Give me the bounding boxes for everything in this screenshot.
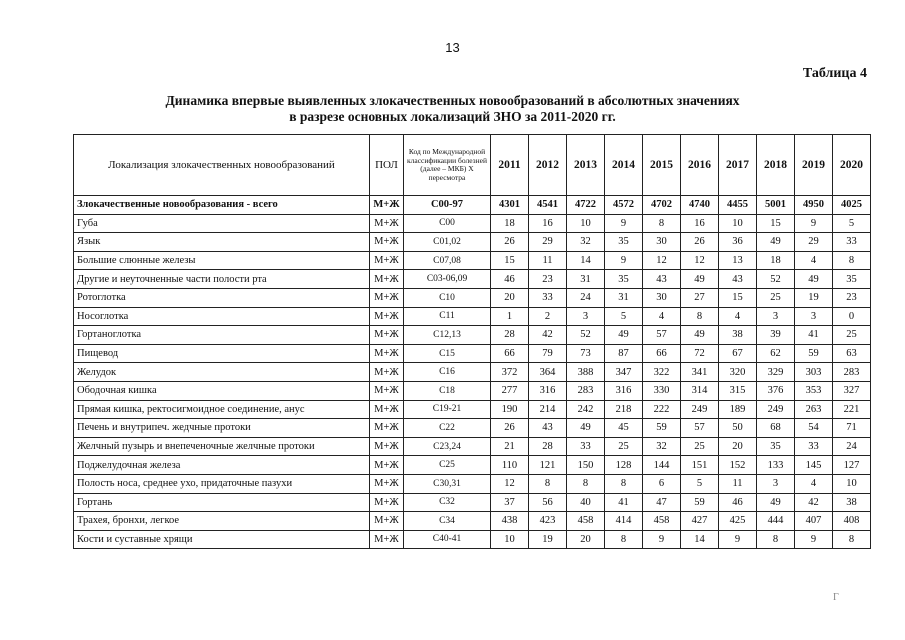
value-cell: 49 (681, 270, 719, 289)
localization-cell: Печень и внутрипеч. жедчные протоки (74, 419, 370, 438)
value-cell: 8 (605, 474, 643, 493)
value-cell: 353 (795, 381, 833, 400)
value-cell: 47 (643, 493, 681, 512)
value-cell: 43 (643, 270, 681, 289)
value-cell: 214 (529, 400, 567, 419)
icd-code-cell: С25 (404, 456, 491, 475)
localization-cell: Большие слюнные железы (74, 251, 370, 270)
table-row (74, 251, 871, 270)
icd-code-cell: С00-97 (404, 196, 491, 215)
value-cell: 41 (605, 493, 643, 512)
value-cell: 0 (833, 307, 871, 326)
value-cell: 72 (681, 344, 719, 363)
sex-cell: М+Ж (370, 214, 404, 233)
value-cell: 5 (605, 307, 643, 326)
value-cell: 43 (719, 270, 757, 289)
icd-code-cell: С19-21 (404, 400, 491, 419)
value-cell: 151 (681, 456, 719, 475)
value-cell: 372 (491, 363, 529, 382)
value-cell: 10 (719, 214, 757, 233)
value-cell: 26 (491, 233, 529, 252)
value-cell: 8 (567, 474, 605, 493)
value-cell: 15 (719, 288, 757, 307)
value-cell: 52 (567, 326, 605, 345)
value-cell: 316 (529, 381, 567, 400)
localization-cell: Желчный пузырь и внепеченочные желчные протоки (74, 437, 370, 456)
value-cell: 9 (605, 251, 643, 270)
value-cell: 4 (719, 307, 757, 326)
value-cell: 14 (567, 251, 605, 270)
table-row (74, 400, 871, 419)
value-cell: 314 (681, 381, 719, 400)
sex-cell: М+Ж (370, 381, 404, 400)
value-cell: 30 (643, 233, 681, 252)
value-cell: 23 (833, 288, 871, 307)
value-cell: 4025 (833, 196, 871, 215)
header-row (74, 135, 871, 196)
value-cell: 35 (757, 437, 795, 456)
value-cell: 25 (605, 437, 643, 456)
sex-cell: М+Ж (370, 233, 404, 252)
value-cell: 45 (605, 419, 643, 438)
localization-cell: Прямая кишка, ректосигмоидное соединение, анус (74, 400, 370, 419)
icd-code-cell: С32 (404, 493, 491, 512)
value-cell: 25 (833, 326, 871, 345)
value-cell: 49 (795, 270, 833, 289)
value-cell: 10 (833, 474, 871, 493)
table-row (74, 456, 871, 475)
value-cell: 9 (795, 530, 833, 549)
localization-cell: Полость носа, среднее ухо, придаточные пазухи (74, 474, 370, 493)
value-cell: 32 (567, 233, 605, 252)
value-cell: 19 (529, 530, 567, 549)
sex-cell: М+Ж (370, 512, 404, 531)
value-cell: 9 (719, 530, 757, 549)
value-cell: 364 (529, 363, 567, 382)
sex-cell: М+Ж (370, 326, 404, 345)
value-cell: 12 (681, 251, 719, 270)
value-cell: 4455 (719, 196, 757, 215)
value-cell: 39 (757, 326, 795, 345)
sex-cell: М+Ж (370, 474, 404, 493)
table-row (74, 419, 871, 438)
icd-code-cell: С12,13 (404, 326, 491, 345)
value-cell: 73 (567, 344, 605, 363)
value-cell: 4 (643, 307, 681, 326)
value-cell: 2 (529, 307, 567, 326)
value-cell: 79 (529, 344, 567, 363)
value-cell: 458 (643, 512, 681, 531)
value-cell: 37 (491, 493, 529, 512)
value-cell: 33 (795, 437, 833, 456)
localization-cell: Ободочная кишка (74, 381, 370, 400)
value-cell: 24 (833, 437, 871, 456)
value-cell: 18 (491, 214, 529, 233)
value-cell: 59 (795, 344, 833, 363)
sex-cell: М+Ж (370, 270, 404, 289)
value-cell: 10 (491, 530, 529, 549)
localization-cell: Другие и неуточненные части полости рта (74, 270, 370, 289)
value-cell: 8 (681, 307, 719, 326)
value-cell: 18 (757, 251, 795, 270)
value-cell: 42 (795, 493, 833, 512)
icd-code-cell: С34 (404, 512, 491, 531)
value-cell: 4572 (605, 196, 643, 215)
value-cell: 8 (757, 530, 795, 549)
value-cell: 42 (529, 326, 567, 345)
icd-code-cell: С11 (404, 307, 491, 326)
value-cell: 57 (643, 326, 681, 345)
header-year: 2015 (643, 135, 681, 196)
value-cell: 242 (567, 400, 605, 419)
header-year: 2013 (567, 135, 605, 196)
icd-code-cell: С40-41 (404, 530, 491, 549)
table-label: Таблица 4 (802, 66, 867, 81)
icd-code-cell: С16 (404, 363, 491, 382)
value-cell: 218 (605, 400, 643, 419)
value-cell: 54 (795, 419, 833, 438)
header-year: 2014 (605, 135, 643, 196)
value-cell: 35 (605, 270, 643, 289)
value-cell: 41 (795, 326, 833, 345)
table-row (74, 474, 871, 493)
value-cell: 66 (643, 344, 681, 363)
icd-code-cell: С03-06,09 (404, 270, 491, 289)
value-cell: 36 (719, 233, 757, 252)
value-cell: 150 (567, 456, 605, 475)
value-cell: 38 (719, 326, 757, 345)
value-cell: 414 (605, 512, 643, 531)
value-cell: 110 (491, 456, 529, 475)
sex-cell: М+Ж (370, 493, 404, 512)
localization-cell: Поджелудочная железа (74, 456, 370, 475)
value-cell: 29 (795, 233, 833, 252)
icd-code-cell: С22 (404, 419, 491, 438)
value-cell: 283 (567, 381, 605, 400)
value-cell: 12 (643, 251, 681, 270)
value-cell: 19 (795, 288, 833, 307)
table-row (74, 493, 871, 512)
value-cell: 4301 (491, 196, 529, 215)
icd-code-cell: С07,08 (404, 251, 491, 270)
table-row (74, 214, 871, 233)
header-year: 2020 (833, 135, 871, 196)
value-cell: 347 (605, 363, 643, 382)
value-cell: 4541 (529, 196, 567, 215)
value-cell: 50 (719, 419, 757, 438)
value-cell: 16 (529, 214, 567, 233)
icd-code-cell: С00 (404, 214, 491, 233)
localization-cell: Гортаноглотка (74, 326, 370, 345)
value-cell: 67 (719, 344, 757, 363)
table-row (74, 344, 871, 363)
icd-code-cell: С23,24 (404, 437, 491, 456)
value-cell: 62 (757, 344, 795, 363)
value-cell: 11 (529, 251, 567, 270)
value-cell: 26 (491, 419, 529, 438)
value-cell: 3 (795, 307, 833, 326)
icd-code-cell: С10 (404, 288, 491, 307)
value-cell: 49 (757, 233, 795, 252)
value-cell: 20 (567, 530, 605, 549)
value-cell: 49 (605, 326, 643, 345)
value-cell: 59 (681, 493, 719, 512)
value-cell: 68 (757, 419, 795, 438)
value-cell: 9 (605, 214, 643, 233)
value-cell: 30 (643, 288, 681, 307)
value-cell: 15 (491, 251, 529, 270)
value-cell: 4 (795, 251, 833, 270)
localization-cell: Носоглотка (74, 307, 370, 326)
header-year: 2017 (719, 135, 757, 196)
value-cell: 49 (681, 326, 719, 345)
value-cell: 8 (605, 530, 643, 549)
value-cell: 27 (681, 288, 719, 307)
header-year: 2019 (795, 135, 833, 196)
value-cell: 341 (681, 363, 719, 382)
sex-cell: М+Ж (370, 419, 404, 438)
sex-cell: М+Ж (370, 251, 404, 270)
value-cell: 438 (491, 512, 529, 531)
localization-cell: Пищевод (74, 344, 370, 363)
value-cell: 133 (757, 456, 795, 475)
value-cell: 28 (491, 326, 529, 345)
value-cell: 49 (757, 493, 795, 512)
value-cell: 3 (757, 307, 795, 326)
incidence-table (73, 134, 871, 549)
value-cell: 423 (529, 512, 567, 531)
value-cell: 145 (795, 456, 833, 475)
value-cell: 4950 (795, 196, 833, 215)
value-cell: 408 (833, 512, 871, 531)
value-cell: 23 (529, 270, 567, 289)
value-cell: 144 (643, 456, 681, 475)
sex-cell: М+Ж (370, 456, 404, 475)
table-row (74, 512, 871, 531)
value-cell: 407 (795, 512, 833, 531)
value-cell: 458 (567, 512, 605, 531)
value-cell: 40 (567, 493, 605, 512)
value-cell: 127 (833, 456, 871, 475)
scan-mark: Γ (833, 592, 839, 603)
header-year: 2018 (757, 135, 795, 196)
header-localization: Локализация злокачественных новообразований (74, 135, 370, 196)
table-row (74, 288, 871, 307)
value-cell: 33 (833, 233, 871, 252)
value-cell: 152 (719, 456, 757, 475)
icd-code-cell: С15 (404, 344, 491, 363)
value-cell: 33 (567, 437, 605, 456)
sex-cell: М+Ж (370, 437, 404, 456)
localization-cell: Гортань (74, 493, 370, 512)
value-cell: 9 (643, 530, 681, 549)
table-row (74, 381, 871, 400)
value-cell: 121 (529, 456, 567, 475)
value-cell: 32 (643, 437, 681, 456)
value-cell: 49 (567, 419, 605, 438)
icd-code-cell: С01,02 (404, 233, 491, 252)
table-row (74, 530, 871, 549)
localization-cell: Кости и суставные хрящи (74, 530, 370, 549)
value-cell: 9 (795, 214, 833, 233)
table-row (74, 326, 871, 345)
value-cell: 189 (719, 400, 757, 419)
value-cell: 221 (833, 400, 871, 419)
title-line-2: в разрезе основных локализаций ЗНО за 2011-2020 гг. (289, 109, 616, 124)
value-cell: 388 (567, 363, 605, 382)
value-cell: 56 (529, 493, 567, 512)
value-cell: 8 (643, 214, 681, 233)
value-cell: 38 (833, 493, 871, 512)
value-cell: 46 (491, 270, 529, 289)
title-line-1: Динамика впервые выявленных злокачественных новообразований в абсолютных значениях (165, 93, 740, 108)
value-cell: 29 (529, 233, 567, 252)
value-cell: 8 (833, 530, 871, 549)
value-cell: 10 (567, 214, 605, 233)
value-cell: 327 (833, 381, 871, 400)
localization-cell: Губа (74, 214, 370, 233)
sex-cell: М+Ж (370, 400, 404, 419)
value-cell: 222 (643, 400, 681, 419)
value-cell: 20 (491, 288, 529, 307)
sex-cell: М+Ж (370, 307, 404, 326)
value-cell: 13 (719, 251, 757, 270)
localization-cell: Трахея, бронхи, легкое (74, 512, 370, 531)
value-cell: 66 (491, 344, 529, 363)
value-cell: 3 (757, 474, 795, 493)
sex-cell: М+Ж (370, 288, 404, 307)
value-cell: 21 (491, 437, 529, 456)
value-cell: 427 (681, 512, 719, 531)
header-year: 2012 (529, 135, 567, 196)
localization-cell: Злокачественные новообразования - всего (74, 196, 370, 215)
value-cell: 15 (757, 214, 795, 233)
value-cell: 24 (567, 288, 605, 307)
localization-cell: Ротоглотка (74, 288, 370, 307)
value-cell: 16 (681, 214, 719, 233)
value-cell: 14 (681, 530, 719, 549)
value-cell: 5 (833, 214, 871, 233)
value-cell: 28 (529, 437, 567, 456)
table-body (74, 196, 871, 549)
table-row (74, 233, 871, 252)
value-cell: 31 (605, 288, 643, 307)
value-cell: 283 (833, 363, 871, 382)
value-cell: 8 (833, 251, 871, 270)
value-cell: 6 (643, 474, 681, 493)
icd-code-cell: С18 (404, 381, 491, 400)
value-cell: 303 (795, 363, 833, 382)
value-cell: 249 (757, 400, 795, 419)
value-cell: 33 (529, 288, 567, 307)
value-cell: 26 (681, 233, 719, 252)
value-cell: 63 (833, 344, 871, 363)
table-row (74, 307, 871, 326)
value-cell: 43 (529, 419, 567, 438)
value-cell: 52 (757, 270, 795, 289)
header-sex: ПОЛ (370, 135, 404, 196)
table-row (74, 196, 871, 215)
sex-cell: М+Ж (370, 530, 404, 549)
value-cell: 25 (681, 437, 719, 456)
value-cell: 5 (681, 474, 719, 493)
value-cell: 444 (757, 512, 795, 531)
value-cell: 31 (567, 270, 605, 289)
value-cell: 263 (795, 400, 833, 419)
value-cell: 71 (833, 419, 871, 438)
header-year: 2011 (491, 135, 529, 196)
value-cell: 425 (719, 512, 757, 531)
value-cell: 4740 (681, 196, 719, 215)
value-cell: 20 (719, 437, 757, 456)
value-cell: 87 (605, 344, 643, 363)
page-title (0, 93, 905, 125)
value-cell: 5001 (757, 196, 795, 215)
value-cell: 128 (605, 456, 643, 475)
value-cell: 330 (643, 381, 681, 400)
value-cell: 277 (491, 381, 529, 400)
localization-cell: Язык (74, 233, 370, 252)
value-cell: 329 (757, 363, 795, 382)
value-cell: 190 (491, 400, 529, 419)
header-year: 2016 (681, 135, 719, 196)
localization-cell: Желудок (74, 363, 370, 382)
value-cell: 46 (719, 493, 757, 512)
value-cell: 59 (643, 419, 681, 438)
page-number: 13 (445, 40, 460, 55)
value-cell: 35 (833, 270, 871, 289)
value-cell: 12 (491, 474, 529, 493)
value-cell: 320 (719, 363, 757, 382)
value-cell: 8 (529, 474, 567, 493)
value-cell: 25 (757, 288, 795, 307)
table-row (74, 363, 871, 382)
value-cell: 316 (605, 381, 643, 400)
value-cell: 4 (795, 474, 833, 493)
value-cell: 376 (757, 381, 795, 400)
value-cell: 1 (491, 307, 529, 326)
table-row (74, 270, 871, 289)
value-cell: 35 (605, 233, 643, 252)
value-cell: 315 (719, 381, 757, 400)
value-cell: 249 (681, 400, 719, 419)
value-cell: 4702 (643, 196, 681, 215)
value-cell: 11 (719, 474, 757, 493)
sex-cell: М+Ж (370, 363, 404, 382)
value-cell: 57 (681, 419, 719, 438)
value-cell: 3 (567, 307, 605, 326)
sex-cell: М+Ж (370, 196, 404, 215)
icd-code-cell: С30,31 (404, 474, 491, 493)
value-cell: 322 (643, 363, 681, 382)
value-cell: 4722 (567, 196, 605, 215)
sex-cell: М+Ж (370, 344, 404, 363)
table-row (74, 437, 871, 456)
header-icd-code: Код по Международной классификации болезней (далее – МКБ) X пересмотра (404, 135, 491, 196)
